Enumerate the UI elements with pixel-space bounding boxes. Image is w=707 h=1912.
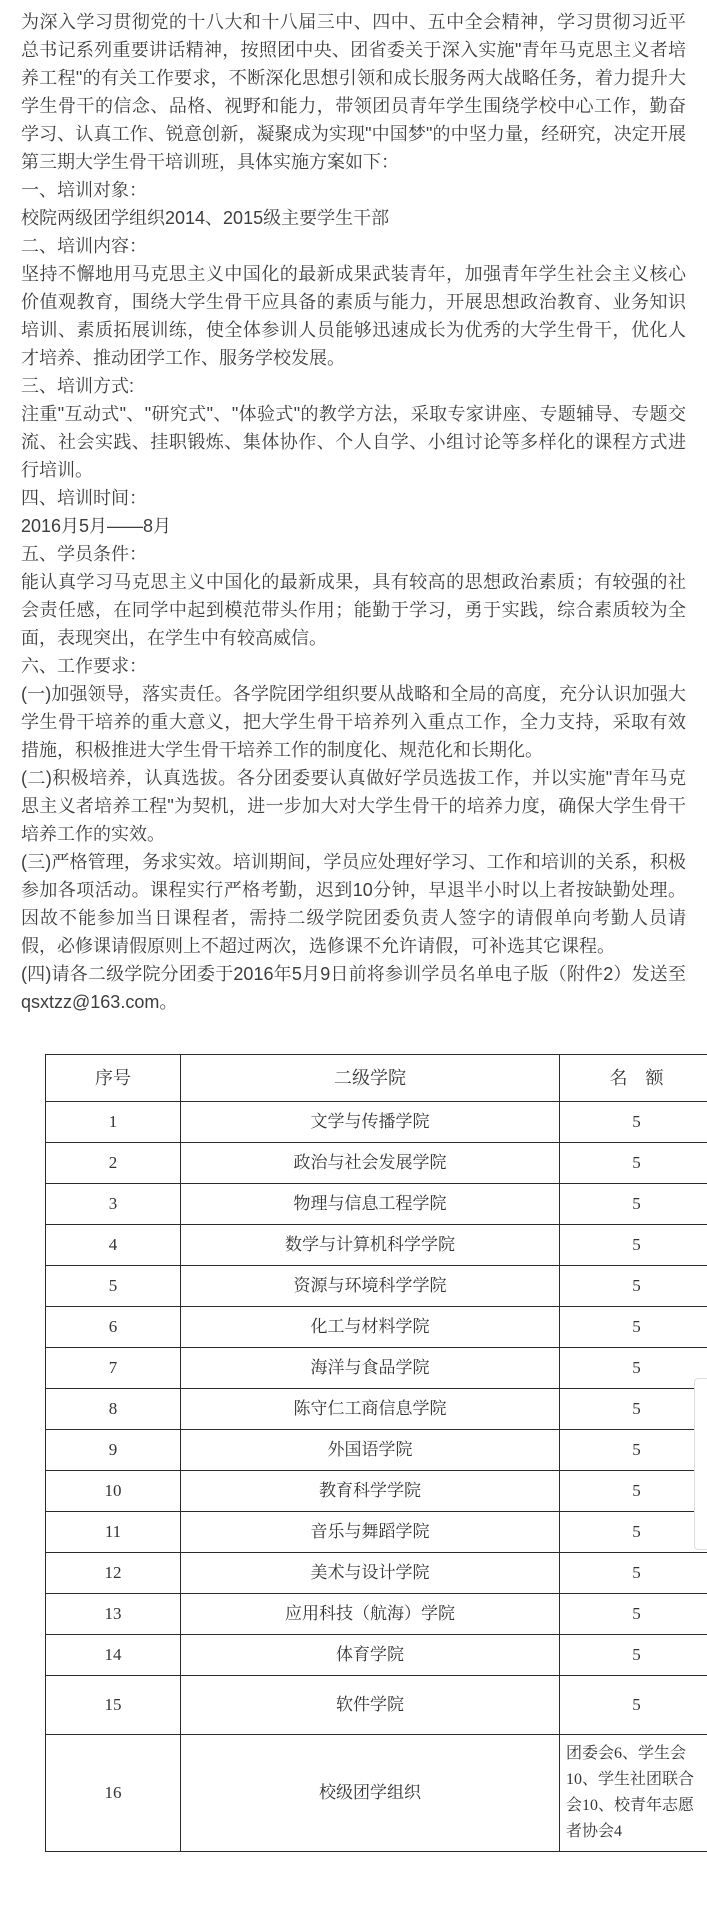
table-cell-college: 海洋与食品学院 bbox=[181, 1348, 560, 1389]
section-paragraph: (一)加强领导，落实责任。各学院团学组织要从战略和全局的高度，充分认识加强大学生骨干培养的重大意义，把大学生骨干培养列入重点工作，全力支持，采取有效措施，积极推进大学生骨干培养工作的制度化、规范化和长期化。 bbox=[21, 684, 686, 760]
section bbox=[21, 372, 686, 484]
table-row bbox=[46, 1266, 707, 1307]
table-cell-no: 3 bbox=[46, 1184, 181, 1225]
table-cell-no: 6 bbox=[46, 1307, 181, 1348]
table-row bbox=[46, 1471, 707, 1512]
section-paragraph: (二)积极培养，认真选拔。各分团委要认真做好学员选拔工作，并以实施"青年马克思主义者培养工程"为契机，进一步加大对大学生骨干的培养力度，确保大学生骨干培养工作的实效。 bbox=[21, 768, 686, 844]
section-heading: 五、学员条件： bbox=[21, 544, 147, 564]
table-cell-college: 体育学院 bbox=[181, 1635, 560, 1676]
section bbox=[21, 484, 686, 540]
table-cell-quota: 5 bbox=[560, 1430, 707, 1471]
section-paragraph: 2016月5月——8月 bbox=[21, 516, 172, 536]
section-paragraph: 能认真学习马克思主义中国化的最新成果，具有较高的思想政治素质；有较强的社会责任感，在同学中起到模范带头作用；能勤于学习，勇于实践，综合素质较为全面，表现突出，在学生中有较高威信。 bbox=[21, 572, 686, 648]
table-cell-quota: 5 bbox=[560, 1471, 707, 1512]
table-cell-college: 资源与环境科学学院 bbox=[181, 1266, 560, 1307]
section-body bbox=[21, 204, 686, 232]
table-header-cell-quota: 名 额 bbox=[560, 1055, 707, 1102]
table-cell-college: 校级团学组织 bbox=[181, 1735, 560, 1852]
section-body bbox=[21, 568, 686, 652]
table-row bbox=[46, 1348, 707, 1389]
table-cell-no: 9 bbox=[46, 1430, 181, 1471]
table-cell-college: 美术与设计学院 bbox=[181, 1553, 560, 1594]
table-row bbox=[46, 1676, 707, 1735]
table-cell-no: 8 bbox=[46, 1389, 181, 1430]
section-heading: 二、培训内容： bbox=[21, 236, 147, 256]
section-paragraph: 注重"互动式"、"研究式"、"体验式"的教学方法，采取专家讲座、专题辅导、专题交流、社会实践、挂职锻炼、集体协作、个人自学、小组讨论等多样化的课程方式进行培训。 bbox=[21, 404, 686, 480]
quota-table bbox=[45, 1054, 707, 1852]
table-row bbox=[46, 1102, 707, 1143]
table-cell-quota: 5 bbox=[560, 1348, 707, 1389]
table-cell-college: 教育科学学院 bbox=[181, 1471, 560, 1512]
table-row bbox=[46, 1553, 707, 1594]
section-body bbox=[21, 400, 686, 484]
table-cell-college: 文学与传播学院 bbox=[181, 1102, 560, 1143]
table-cell-quota: 5 bbox=[560, 1143, 707, 1184]
section-paragraph: (四)请各二级学院分团委于2016年5月9日前将参训学员名单电子版（附件2）发送至qsxtzz@163.com。 bbox=[21, 964, 686, 1012]
table-cell-quota: 5 bbox=[560, 1676, 707, 1735]
table-row bbox=[46, 1143, 707, 1184]
section bbox=[21, 540, 686, 652]
table-cell-no: 5 bbox=[46, 1266, 181, 1307]
section bbox=[21, 232, 686, 372]
quota-table-body bbox=[46, 1102, 707, 1852]
table-cell-no: 7 bbox=[46, 1348, 181, 1389]
table-cell-quota: 5 bbox=[560, 1184, 707, 1225]
section-body bbox=[21, 512, 686, 540]
table-header-cell-college: 二级学院 bbox=[181, 1055, 560, 1102]
table-cell-quota: 5 bbox=[560, 1266, 707, 1307]
table-cell-quota: 团委会6、学生会10、学生社团联合会10、校青年志愿者协会4 bbox=[560, 1735, 707, 1852]
table-cell-quota: 5 bbox=[560, 1225, 707, 1266]
section-paragraph: (三)严格管理，务求实效。培训期间，学员应处理好学习、工作和培训的关系，积极参加各项活动。课程实行严格考勤，迟到10分钟，早退半小时以上者按缺勤处理。因故不能参加当日课程者，需持二级学院团委负责人签字的请假单向考勤人员请假，必修课请假原则上不超过两次，选修课不允许请假，可补选其它课程。 bbox=[21, 852, 686, 956]
table-cell-college: 陈守仁工商信息学院 bbox=[181, 1389, 560, 1430]
sections bbox=[21, 176, 686, 1016]
table-cell-quota: 5 bbox=[560, 1307, 707, 1348]
table-row bbox=[46, 1594, 707, 1635]
table-cell-quota: 5 bbox=[560, 1594, 707, 1635]
table-row bbox=[46, 1184, 707, 1225]
table-cell-quota: 5 bbox=[560, 1102, 707, 1143]
table-cell-college: 数学与计算机科学学院 bbox=[181, 1225, 560, 1266]
section bbox=[21, 652, 686, 1016]
table-cell-no: 2 bbox=[46, 1143, 181, 1184]
table-cell-college: 化工与材料学院 bbox=[181, 1307, 560, 1348]
section-heading: 六、工作要求： bbox=[21, 656, 147, 676]
section-heading: 三、培训方式: bbox=[21, 376, 135, 396]
table-row bbox=[46, 1512, 707, 1553]
table-row bbox=[46, 1735, 707, 1852]
table-cell-no: 4 bbox=[46, 1225, 181, 1266]
table-cell-college: 应用科技（航海）学院 bbox=[181, 1594, 560, 1635]
table-header-cell-no: 序号 bbox=[46, 1055, 181, 1102]
table-cell-no: 1 bbox=[46, 1102, 181, 1143]
intro-paragraph: 为深入学习贯彻党的十八大和十八届三中、四中、五中全会精神，学习贯彻习近平总书记系列重要讲话精神，按照团中央、团省委关于深入实施"青年马克思主义者培养工程"的有关工作要求，不断深化思想引领和成长服务两大战略任务，着力提升大学生骨干的信念、品格、视野和能力，带领团员青年学生围绕学校中心工作，勤奋学习、认真工作、锐意创新，凝聚成为实现"中国梦"的中坚力量，经研究，决定开展第三期大学生骨干培训班，具体实施方案如下： bbox=[21, 12, 686, 172]
section-heading: 四、培训时间： bbox=[21, 488, 147, 508]
table-cell-no: 11 bbox=[46, 1512, 181, 1553]
table-cell-college: 软件学院 bbox=[181, 1676, 560, 1735]
table-cell-no: 10 bbox=[46, 1471, 181, 1512]
table-cell-no: 12 bbox=[46, 1553, 181, 1594]
table-cell-quota: 5 bbox=[560, 1389, 707, 1430]
section-heading: 一、培训对象： bbox=[21, 180, 147, 200]
section-body bbox=[21, 260, 686, 372]
section bbox=[21, 176, 686, 232]
section-paragraph: 校院两级团学组织2014、2015级主要学生干部 bbox=[21, 208, 390, 228]
table-cell-quota: 5 bbox=[560, 1553, 707, 1594]
table-cell-quota: 5 bbox=[560, 1512, 707, 1553]
section-paragraph: 坚持不懈地用马克思主义中国化的最新成果武装青年，加强青年学生社会主义核心价值观教育，围绕大学生骨干应具备的素质与能力，开展思想政治教育、业务知识培训、素质拓展训练，使全体参训人员能够迅速成长为优秀的大学生骨干，优化人才培养、推动团学工作、服务学校发展。 bbox=[21, 264, 686, 368]
right-edge-fragment bbox=[694, 1378, 707, 1550]
table-cell-no: 15 bbox=[46, 1676, 181, 1735]
table-row bbox=[46, 1225, 707, 1266]
table-cell-no: 14 bbox=[46, 1635, 181, 1676]
table-cell-college: 政治与社会发展学院 bbox=[181, 1143, 560, 1184]
table-row bbox=[46, 1430, 707, 1471]
table-row bbox=[46, 1307, 707, 1348]
table-row bbox=[46, 1389, 707, 1430]
table-cell-quota: 5 bbox=[560, 1635, 707, 1676]
section-body bbox=[21, 680, 686, 1016]
table-row bbox=[46, 1635, 707, 1676]
table-cell-no: 16 bbox=[46, 1735, 181, 1852]
table-header-row bbox=[46, 1055, 707, 1102]
table-cell-no: 13 bbox=[46, 1594, 181, 1635]
table-cell-college: 物理与信息工程学院 bbox=[181, 1184, 560, 1225]
table-cell-college: 音乐与舞蹈学院 bbox=[181, 1512, 560, 1553]
table-cell-college: 外国语学院 bbox=[181, 1430, 560, 1471]
